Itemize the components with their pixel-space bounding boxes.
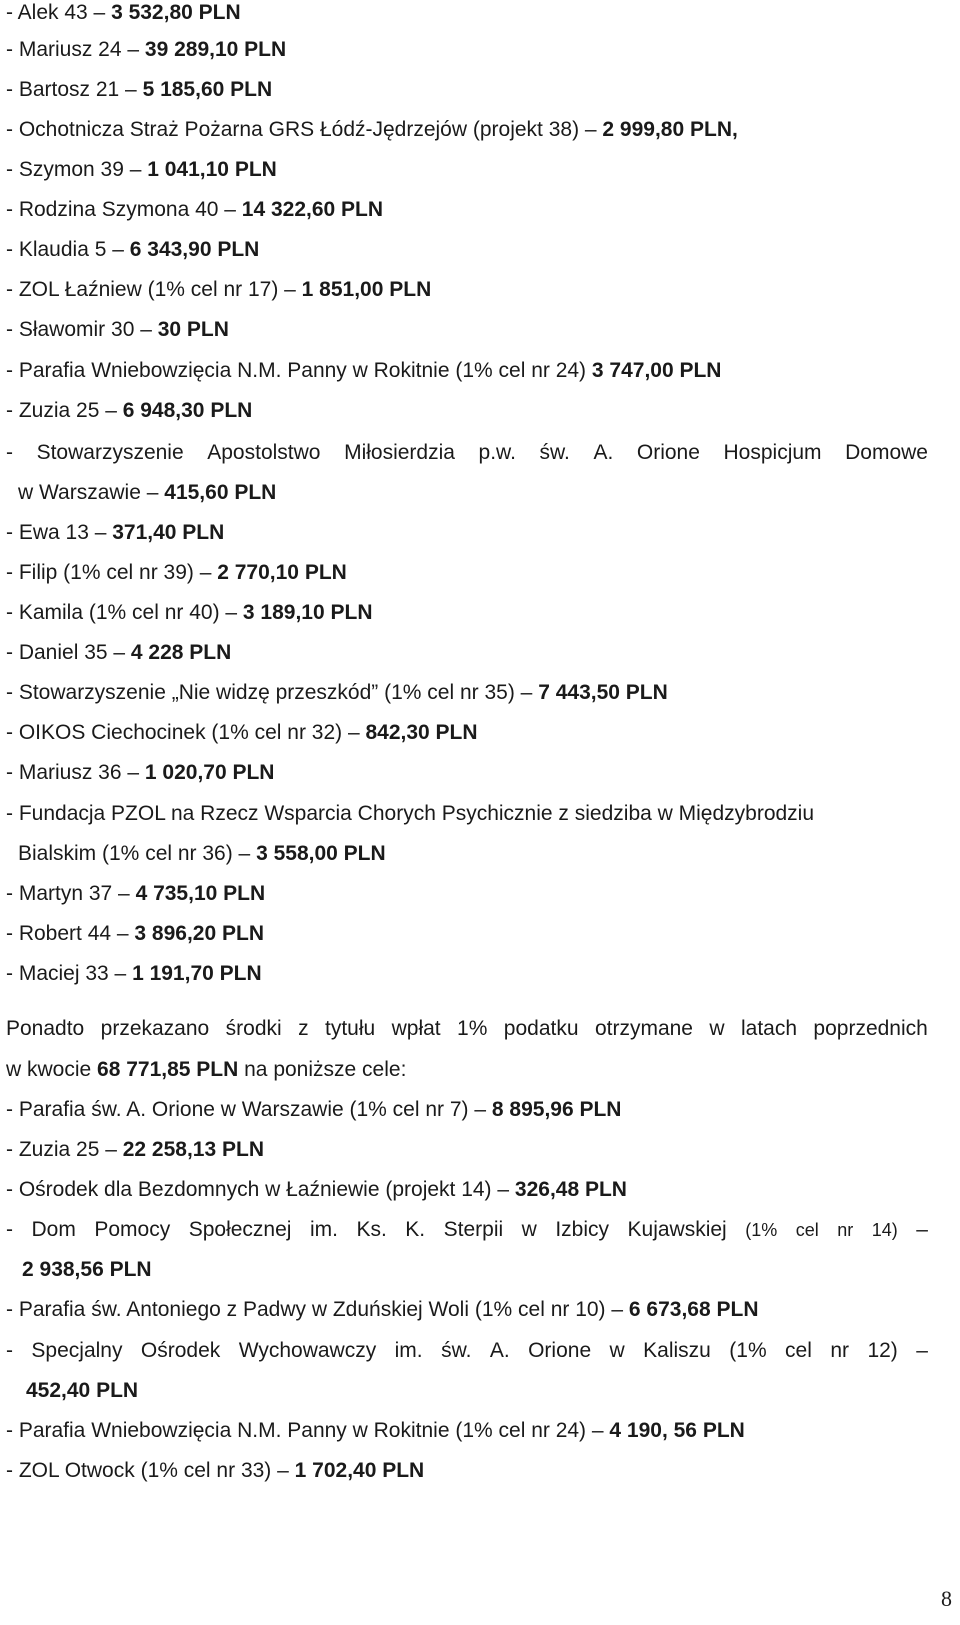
list-item: - Ochotnicza Straż Pożarna GRS Łódź-Jędrzejów (projekt 38) – 2 999,80 PLN, (6, 118, 738, 141)
amount: 6 673,68 PLN (628, 1298, 759, 1321)
list-item: - Filip (1% cel nr 39) – 2 770,10 PLN (6, 561, 347, 584)
amount: 3 189,10 PLN (242, 601, 373, 624)
page-number: 8 (941, 1586, 952, 1611)
list-item: - Mariusz 36 – 1 020,70 PLN (6, 761, 275, 784)
amount: 1 041,10 PLN (147, 158, 277, 181)
list-item: - Parafia Wniebowzięcia N.M. Panny w Rokitnie (1% cel nr 24) 3 747,00 PLN (6, 359, 722, 382)
list-item: - Klaudia 5 – 6 343,90 PLN (6, 238, 260, 261)
amount: 1 020,70 PLN (144, 761, 275, 784)
list-item: - Maciej 33 – 1 191,70 PLN (6, 962, 262, 985)
amount: 4 228 PLN (130, 641, 232, 664)
list-item: - Zuzia 25 – 6 948,30 PLN (6, 399, 253, 422)
list-item: - Parafia św. A. Orione w Warszawie (1% cel nr 7) – 8 895,96 PLN (6, 1098, 622, 1121)
amount: 4 735,10 PLN (135, 882, 266, 905)
paragraph-line-1: Ponadto przekazano środki z tytułu wpłat 1% podatku otrzymane w latach poprzednich (6, 1017, 928, 1040)
list-item: - Daniel 35 – 4 228 PLN (6, 641, 232, 664)
list-item-continuation: w Warszawie – 415,60 PLN (18, 481, 277, 504)
amount: 14 322,60 PLN (241, 198, 384, 221)
amount: 5 185,60 PLN (142, 78, 273, 101)
list-item: - Rodzina Szymona 40 – 14 322,60 PLN (6, 198, 384, 221)
amount: 22 258,13 PLN (122, 1138, 264, 1161)
amount: 6 343,90 PLN (129, 238, 260, 261)
list-item: - Parafia św. Antoniego z Padwy w Zduńskiej Woli (1% cel nr 10) – 6 673,68 PLN (6, 1298, 759, 1321)
amount: 1 702,40 PLN (294, 1459, 425, 1482)
amount: 326,48 PLN (514, 1178, 627, 1201)
list-item: - Sławomir 30 – 30 PLN (6, 318, 229, 341)
list-item: - Ewa 13 – 371,40 PLN (6, 521, 225, 544)
list-item: - Stowarzyszenie „Nie widzę przeszkód” (1% cel nr 35) – 7 443,50 PLN (6, 681, 668, 704)
list-item: - Fundacja PZOL na Rzecz Wsparcia Chorych Psychicznie z siedziba w Międzybrodziu (6, 802, 815, 825)
list-item-justified: - Specjalny Ośrodek Wychowawczy im. św. A. Orione w Kaliszu (1% cel nr 12) – (6, 1339, 928, 1362)
amount: 415,60 PLN (164, 481, 277, 504)
paragraph-line-2: w kwocie 68 771,85 PLN na poniższe cele: (6, 1058, 407, 1081)
amount: 39 289,10 PLN (144, 38, 287, 61)
list-item: - OIKOS Ciechocinek (1% cel nr 32) – 842,30 PLN (6, 721, 478, 744)
list-item: - ZOL Otwock (1% cel nr 33) – 1 702,40 PLN (6, 1459, 425, 1482)
amount: 3 532,80 PLN (111, 1, 241, 24)
amount: 7 443,50 PLN (538, 681, 668, 704)
amount: 6 948,30 PLN (122, 399, 253, 422)
list-item: - ZOL Łaźniew (1% cel nr 17) – 1 851,00 PLN (6, 278, 432, 301)
amount: 3 558,00 PLN (256, 842, 386, 865)
list-item-continuation (26, 1378, 138, 1404)
list-item: - Robert 44 – 3 896,20 PLN (6, 922, 264, 945)
amount: 2 938,56 PLN (22, 1258, 152, 1281)
list-item: - Bartosz 21 – 5 185,60 PLN (6, 78, 273, 101)
list-item-continuation (22, 1257, 152, 1283)
amount: 371,40 PLN (112, 521, 225, 544)
list-item: - Szymon 39 – 1 041,10 PLN (6, 158, 277, 181)
amount: 2 999,80 PLN, (602, 118, 738, 141)
amount: 1 851,00 PLN (301, 278, 432, 301)
amount: 2 770,10 PLN (217, 561, 347, 584)
list-item: - Mariusz 24 – 39 289,10 PLN (6, 38, 287, 61)
list-item: - Martyn 37 – 4 735,10 PLN (6, 882, 266, 905)
list-item-justified: - Stowarzyszenie Apostolstwo Miłosierdzia p.w. św. A. Orione Hospicjum Domowe (6, 441, 928, 464)
amount: 842,30 PLN (365, 721, 478, 744)
amount: 30 PLN (157, 318, 229, 341)
list-item-justified: - Dom Pomocy Społecznej im. Ks. K. Sterpii w Izbicy Kujawskiej (1% cel nr 14) – (6, 1218, 928, 1241)
amount: 3 747,00 PLN (591, 359, 722, 382)
list-item: - Parafia Wniebowzięcia N.M. Panny w Rokitnie (1% cel nr 24) – 4 190, 56 PLN (6, 1419, 745, 1442)
amount: 4 190, 56 PLN (609, 1419, 745, 1442)
list-item: - Alek 43 – 3 532,80 PLN (6, 1, 241, 24)
amount: 452,40 PLN (26, 1379, 139, 1402)
amount: 1 191,70 PLN (132, 962, 262, 985)
list-item: - Kamila (1% cel nr 40) – 3 189,10 PLN (6, 601, 373, 624)
list-item-continuation: Bialskim (1% cel nr 36) – 3 558,00 PLN (18, 842, 386, 865)
amount: 68 771,85 PLN (97, 1058, 239, 1081)
amount: 3 896,20 PLN (134, 922, 264, 945)
list-item: - Zuzia 25 – 22 258,13 PLN (6, 1138, 264, 1161)
list-item: - Ośrodek dla Bezdomnych w Łaźniewie (projekt 14) – 326,48 PLN (6, 1178, 627, 1201)
amount: 8 895,96 PLN (491, 1098, 622, 1121)
